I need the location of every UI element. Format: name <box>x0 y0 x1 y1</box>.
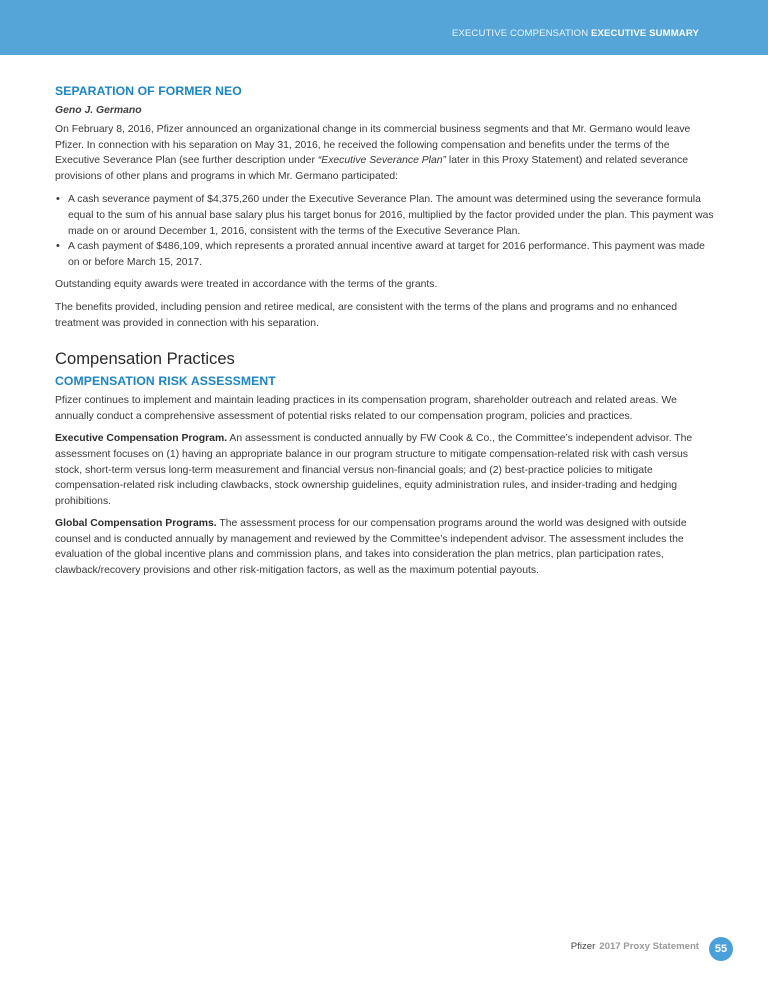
executive-program-paragraph <box>55 431 715 509</box>
compensation-practices-heading: Compensation Practices <box>55 349 235 369</box>
risk-assessment-intro: Pfizer continues to implement and maintain leading practices in its compensation program, shareholder outreach and related areas. We annually conduct a comprehensive assessment of potential risks related to our compensation program, policies and practices. <box>55 395 677 422</box>
executive-program-text: An assessment is conducted annually by FW Cook & Co., the Committee’s independent advisor. The assessment focuses on (1) having an appropriate balance in our program structure to mitigate compensation-related risk with cash versus stock, short-term versus long-term measurement and financial versus non-financial goals; and (2) best-practice policies to mitigate compensation-related risk including clawbacks, stock ownership guidelines, equity administration rules, and insider-trading and hedging prohibitions. <box>55 433 693 507</box>
separation-heading: SEPARATION OF FORMER NEO <box>55 84 242 98</box>
footer-company: Pfizer <box>570 941 596 952</box>
footer-document-title: 2017 Proxy Statement <box>599 941 699 952</box>
executive-program-lead: Executive Compensation Program. <box>55 433 228 445</box>
list-item: • A cash payment of $486,109, which represents a prorated annual incentive award at target for 2016 performance. This payment was made on or before March 15, 2017. <box>55 239 715 270</box>
intro-text-1: On February 8, 2016, Pfizer announced an organizational change in its commercial business segments and that Mr. Germano would leave Pfizer. In connection with his separation on May 31, 2016, he received the following compensation and benefits under the terms of the Executive Severance Plan (see further description under <box>55 124 691 167</box>
page-footer <box>571 940 699 954</box>
equity-awards-text: Outstanding equity awards were treated in accordance with the terms of the grants. <box>55 279 438 291</box>
intro-plan-reference: “Executive Severance Plan” <box>317 155 447 167</box>
benefits-text: The benefits provided, including pension and retiree medical, are consistent with the terms of the plans and programs and no enhanced treatment was provided in connection with his separation. <box>55 301 678 329</box>
global-program-lead: Global Compensation Programs. <box>55 518 217 530</box>
list-item: • A cash severance payment of $4,375,260 under the Executive Severance Plan. The amount was determined using the severance formula equal to the sum of his annual base salary plus his target bonus for 2016, multiplied by the factor provided under the plan. This payment was made on or around December 1, 2016, consistent with the terms of the Executive Severance Plan. <box>55 192 715 239</box>
global-program-paragraph <box>55 516 715 578</box>
header-bar <box>0 0 768 55</box>
risk-assessment-heading: COMPENSATION RISK ASSESSMENT <box>55 374 276 389</box>
global-program-text: The assessment process for our compensation programs around the world was designed with outside counsel and is conducted annually by management and reviewed by the Committee’s independent advisor. The assessment includes the evaluation of the global incentive plans and commission plans, and takes into consideration the plan metrics, plan participation rates, clawback/recovery provisions and other risk-mitigation factors, as well as the maximum potential payouts. <box>55 518 687 577</box>
header-subsection: EXECUTIVE SUMMARY <box>591 28 699 39</box>
running-header <box>452 28 699 40</box>
page-content <box>55 83 715 579</box>
separation-payments-list <box>55 192 715 270</box>
intro-text-2: later in this Proxy Statement) and related severance provisions of other plans and programs in which Mr. Germano participated: <box>55 155 689 182</box>
separation-intro <box>55 122 715 184</box>
executive-name: Geno J. Germano <box>55 105 142 116</box>
page-number-badge: 55 <box>709 937 733 961</box>
header-section: EXECUTIVE COMPENSATION <box>451 28 589 39</box>
